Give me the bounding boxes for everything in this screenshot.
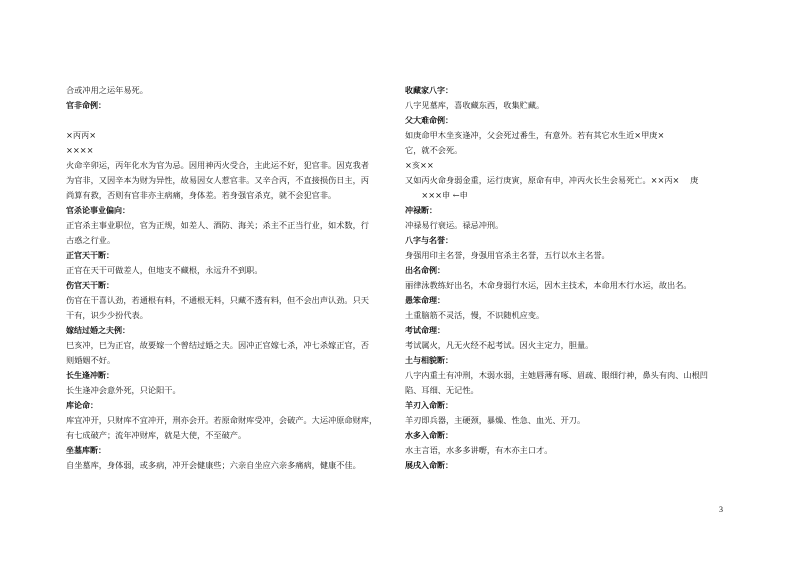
- section-heading: 收藏家八字：: [405, 86, 453, 95]
- text-line: 水主言语，水多多讲嘢，有木亦主口才。: [405, 445, 553, 455]
- text-line: 考试属火，凡无火经不起考试。因火主定力，胆量。: [405, 340, 594, 350]
- section-heading: 冲禄断：: [405, 206, 437, 215]
- section-heading: 嫁结过婚之夫例：: [66, 326, 130, 335]
- text-line: 库宜冲开，只财库不宜冲开，刑亦会开。若原命财库受冲，会破产。大运冲原命财库，: [66, 415, 378, 425]
- left-column: [66, 83, 384, 473]
- text-line: 陷、耳细、无记性。: [405, 385, 479, 395]
- text-line: 又如丙火命身弱金重，运行庚寅，原命有申，冲丙火长生会易死亡。××丙× 庚: [405, 175, 699, 185]
- section-heading: 八字与名誉：: [405, 236, 453, 245]
- section-heading: 出名命例：: [405, 266, 445, 275]
- section-heading: 长生逢冲断：: [66, 371, 114, 380]
- text-line: 长生逢冲会意外死，只论阳干。: [66, 385, 181, 395]
- text-line: 土重脑筋不灵活，慢，不识随机应变。: [405, 310, 545, 320]
- text-line: 巳亥冲，巳为正官，故要嫁一个曾结过婚之夫。因冲正官嫁七杀，冲七杀嫁正官，否: [66, 340, 369, 350]
- section-heading: 正官天干断：: [66, 251, 114, 260]
- text-line: 八字内重土有冲刑，木弱水弱，主她唇薄有啄、眉疏、眼细行神，鼻头有肉、山根凹: [405, 370, 708, 380]
- text-line: 身强用印主名誉，身强用官杀主名誉，五行以水主名誉。: [405, 250, 610, 260]
- text-line: 尚算有救，否则有官非亦主病痛，身体差。若身强官杀克，就不会犯官非。: [66, 190, 337, 200]
- text-line: ×××申 ←申: [405, 190, 468, 200]
- right-column: [405, 83, 723, 473]
- text-line: 合或冲用之运年易死。: [66, 85, 148, 95]
- text-line: ×丙丙×: [66, 130, 97, 140]
- section-heading: 羊刃入命断：: [405, 401, 453, 410]
- section-heading: 土与相貌断：: [405, 356, 453, 365]
- section-heading: 父大难命例：: [405, 116, 453, 125]
- text-line: 正官在天干可做差人，但地支不藏根，永远升不到职。: [66, 265, 263, 275]
- section-heading: 愚笨命理：: [405, 296, 445, 305]
- text-line: 有七成破产；流年冲财库，就是大使，不至破产。: [66, 430, 247, 440]
- text-line: 如庚命甲木坐亥逢冲，父会死过番生，有意外。若有其它水生近×甲庚×: [405, 130, 665, 140]
- text-line: 古惑之行业。: [66, 235, 116, 245]
- text-line: ××××: [66, 145, 94, 155]
- section-heading: 官非命例：: [66, 101, 106, 110]
- section-heading: 考试命理：: [405, 326, 445, 335]
- text-line: 它，就不会死。: [405, 145, 463, 155]
- text-line: 火命辛卯运，丙年化水为官为忌。因用神丙火受合，主此运不好，犯官非。因克我者: [66, 160, 369, 170]
- text-line: 干有，识少少扮代表。: [66, 310, 148, 320]
- section-heading: 官杀论事业偏向：: [66, 206, 130, 215]
- text-line: 八字见墓库，喜收藏东西，收集贮藏。: [405, 100, 545, 110]
- text-line: 自坐墓库，身体弱，或多病，冲开会健康些；六亲自坐应六亲多痛病，健康不佳。: [66, 460, 361, 470]
- text-line: 则婚姻不好。: [66, 355, 116, 365]
- text-line: 丽律泳教练好出名，木命身弱行水运，因木主技术，本命用木行水运，故出名。: [405, 280, 692, 290]
- section-heading: 水多入命断：: [405, 431, 453, 440]
- section-heading: 库论命：: [66, 401, 98, 410]
- section-heading: 伤官天干断：: [66, 281, 114, 290]
- text-line: 为官非，又因辛本为财为异性，故易因女人惹官非。又辛合丙，不直接损伤日主，丙: [66, 175, 369, 185]
- text-line: 伤官在干喜认劲，若通根有料，不通根无料，只藏不透有料，但不会出声认劲。只天: [66, 295, 369, 305]
- blank-line: [66, 113, 384, 128]
- section-heading: 坐墓库断：: [66, 446, 106, 455]
- text-line: 羊刃即兵器，主硬颈，暴燥、性急、血光、开刀。: [405, 415, 586, 425]
- section-heading: 展戌入命断：: [405, 461, 453, 470]
- text-line: ×亥××: [405, 160, 434, 170]
- text-line: 正官杀主事业职位，官为正规，如差人、酒防、海关；杀主不正当行业，如术数，行: [66, 220, 369, 230]
- text-line: 冲禄易行衰运。禄忌冲刑。: [405, 220, 504, 230]
- page-number: 3: [719, 505, 723, 514]
